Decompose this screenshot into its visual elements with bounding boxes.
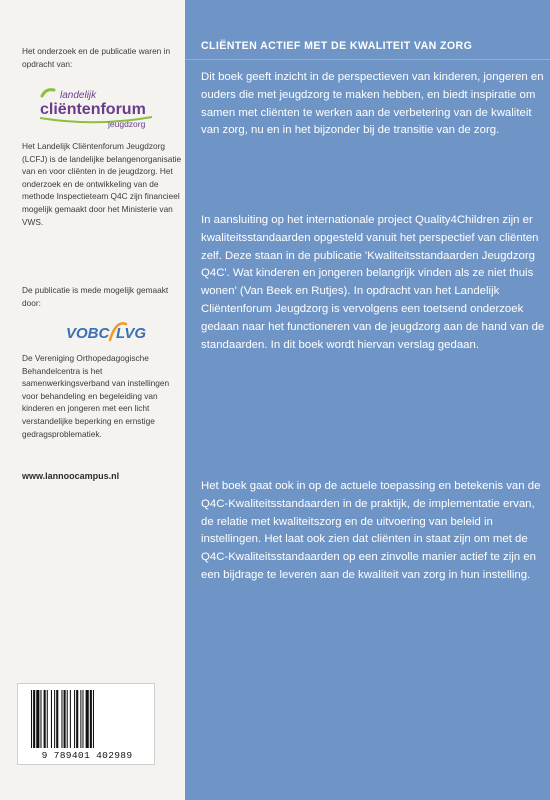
barcode-bars	[31, 690, 143, 748]
vobc-lvg-logo	[66, 316, 146, 346]
co-sponsor-intro: De publicatie is mede mogelijk gemaakt door:	[22, 285, 169, 308]
heading-divider	[185, 59, 550, 60]
blurb-heading: CLIËNTEN ACTIEF MET DE KWALITEIT VAN ZORG	[201, 40, 473, 52]
blurb-paragraph-2: In aansluiting op het internationale project Quality4Children zijn er kwaliteitsstandaarden opgesteld vanuit het perspectief van cliënten zelf. Deze staan in de publicatie 'Kwaliteitsstandaarden Jeugdzorg Q4C'. Wat kinderen en jongeren belangrijk vinden als ze niet thuis wonen' (Van Beek en Rutjes). In opdracht van het Landelijk Cliëntenforum Jeugdzorg is vervolgens een toetsend onderzoek gedaan naar het functioneren van de jeugdzorg aan de hand van de standaarden. In dit boek wordt hiervan verslag gedaan.	[201, 214, 545, 351]
svg-text:landelijk: landelijk	[60, 90, 97, 101]
svg-text:LVG: LVG	[116, 325, 146, 342]
lcfj-description: Het Landelijk Cliëntenforum Jeugdzorg (LCFJ) is de landelijke belangenorganisatie van en voor cliënten in de jeugdzorg. Het onderzoek en de ontwikkeling van de methode Inspectieteam Q4C zijn financieel mogelijk gemaakt door het Ministerie van VWS.	[22, 141, 182, 227]
svg-text:VOBC: VOBC	[66, 325, 110, 342]
barcode	[17, 683, 155, 765]
clientenforum-logo	[36, 83, 156, 129]
blurb-paragraph-1: Dit boek geeft inzicht in de perspectieven van kinderen, jongeren en ouders die met jeugdzorg te maken hebben, en biedt inspiratie om samen met cliënten te werken aan de verbetering van de kwaliteit van zorg, nu en in het bijzonder bij de transitie van de zorg.	[201, 71, 544, 137]
svg-text:cliëntenforum: cliëntenforum	[40, 101, 146, 118]
left-column	[0, 0, 185, 800]
blurb-panel	[185, 0, 550, 800]
blurb-paragraph-3: Het boek gaat ook in op de actuele toepassing en betekenis van de Q4C-Kwaliteitsstandaarden in de praktijk, de implementatie ervan, de relatie met kwaliteitszorg en de uitvoering van beleid in instellingen. Het laat ook zien dat cliënten in staat zijn om met de Q4C-Kwaliteitsstandaarden op een zinvolle manier actief te zijn en een bijdrage te leveren aan de kwaliteit van zorg in hun instelling.	[201, 480, 541, 581]
isbn-number: 9 789401 402989	[41, 750, 133, 761]
publisher-url[interactable]: www.lannoocampus.nl	[22, 471, 120, 481]
svg-text:jeugdzorg: jeugdzorg	[108, 119, 146, 129]
vobc-description: De Vereniging Orthopedagogische Behandelcentra is het samenwerkingsverband van instellingen voor behandeling en begeleiding van kinderen en jongeren met een licht verstandelijke beperking en ernstige gedragsproblematiek.	[22, 353, 170, 439]
commission-intro: Het onderzoek en de publicatie waren in opdracht van:	[22, 46, 171, 69]
